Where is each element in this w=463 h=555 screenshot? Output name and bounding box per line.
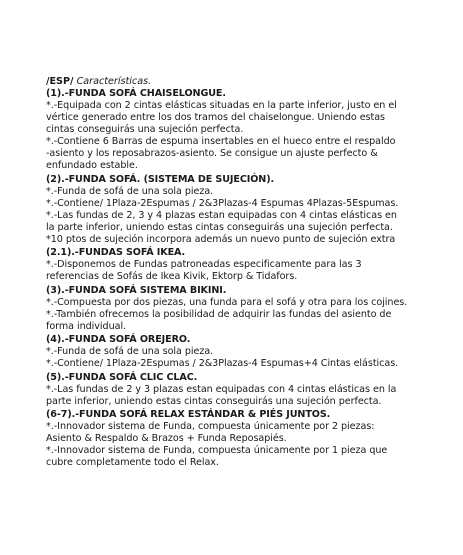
section-text-line: *.-Contiene/ 1Plaza-2Espumas / 2&3Plazas-4 Espumas 4Plazas-5Espumas. [46, 197, 399, 209]
intro-subtitle: Características. [76, 76, 152, 87]
intro-line [46, 76, 458, 88]
section-text-line: *.-Innovador sistema de Funda, compuesta únicamente por 2 piezas: [46, 421, 375, 432]
section-text-line: *.-Las fundas de 2 y 3 plazas estan equipadas con 4 cintas elásticas en la [46, 383, 397, 395]
section-heading: (1).-FUNDA SOFÁ CHAISELONGUE. [46, 88, 226, 99]
section-text-line: *10 ptos de sujeción incorpora además un nuevo punto de sujeción extra [46, 233, 396, 245]
section-heading: (5).-FUNDA SOFÁ CLIC CLAC. [46, 371, 198, 383]
product-section-2 [46, 174, 458, 246]
section-text-line: *.-Equipada con 2 cintas elásticas situadas en la parte inferior, justo en el [46, 100, 397, 111]
section-text-line: Asiento & Respaldo & Brazos + Funda Reposapiés. [46, 433, 287, 444]
section-text-line: vértice generado entre los dos tramos del chaiselongue. Uniendo estas [46, 112, 385, 123]
section-text-line: *.-Contiene/ 1Plaza-2Espumas / 2&3Plazas-4 Espumas+4 Cintas elásticas. [46, 358, 399, 369]
section-text-line: *.-Compuesta por dos piezas, una funda para el sofá y otra para los cojines. [46, 296, 408, 308]
product-section-1 [46, 88, 458, 172]
product-section-7 [46, 409, 458, 469]
section-text-line: *.-Innovador sistema de Funda, compuesta únicamente por 1 pieza que [46, 445, 388, 456]
section-heading: (3).-FUNDA SOFÁ SISTEMA BIKINI. [46, 284, 227, 296]
section-text-line: la parte inferior, uniendo estas cintas conseguirás una sujeción perfecta. [46, 221, 393, 233]
product-section-5 [46, 334, 458, 370]
section-text-line: *.-Funda de sofá de una sola pieza. [46, 185, 214, 197]
product-section-6 [46, 372, 458, 408]
section-heading: (2).-FUNDA SOFÁ. (SISTEMA DE SUJECIÓN). [46, 173, 275, 185]
section-text-line: *.-También ofrecemos la posibilidad de adquirir las fundas del asiento de [46, 308, 392, 320]
language-tag: /ESP/ [46, 76, 74, 87]
section-text-line: cintas conseguirás una sujeción perfecta. [46, 124, 244, 135]
section-text-line: enfundado estable. [46, 160, 138, 171]
section-text-line: parte inferior, uniendo estas cintas conseguirás una sujeción perfecta. [46, 395, 382, 407]
section-text-line: referencias de Sofás de Ikea Kivik, Ektorp & Tidafors. [46, 271, 298, 282]
section-text-line: *.-Contiene 6 Barras de espuma insertables en el hueco entre el respaldo [46, 136, 396, 147]
section-text-line: cubre completamente todo el Relax. [46, 457, 219, 468]
section-heading: (4).-FUNDA SOFÁ OREJERO. [46, 334, 191, 345]
section-text-line: forma individual. [46, 320, 127, 332]
section-text-line: *.-Disponemos de Fundas patroneadas especificamente para las 3 [46, 259, 362, 270]
section-text-line: *.-Funda de sofá de una sola pieza. [46, 346, 214, 357]
section-text-line: *.-Las fundas de 2, 3 y 4 plazas estan equipadas con 4 cintas elásticas en [46, 209, 397, 221]
section-heading: (6-7).-FUNDA SOFÁ RELAX ESTÁNDAR & PIÉS JUNTOS. [46, 409, 331, 420]
product-description [46, 76, 458, 469]
product-section-3 [46, 247, 458, 283]
section-text-line: -asiento y los reposabrazos-asiento. Se consigue un ajuste perfecto & [46, 148, 378, 159]
section-heading: (2.1).-FUNDAS SOFÁ IKEA. [46, 247, 186, 258]
product-section-4 [46, 285, 458, 333]
sections-container [46, 88, 458, 469]
